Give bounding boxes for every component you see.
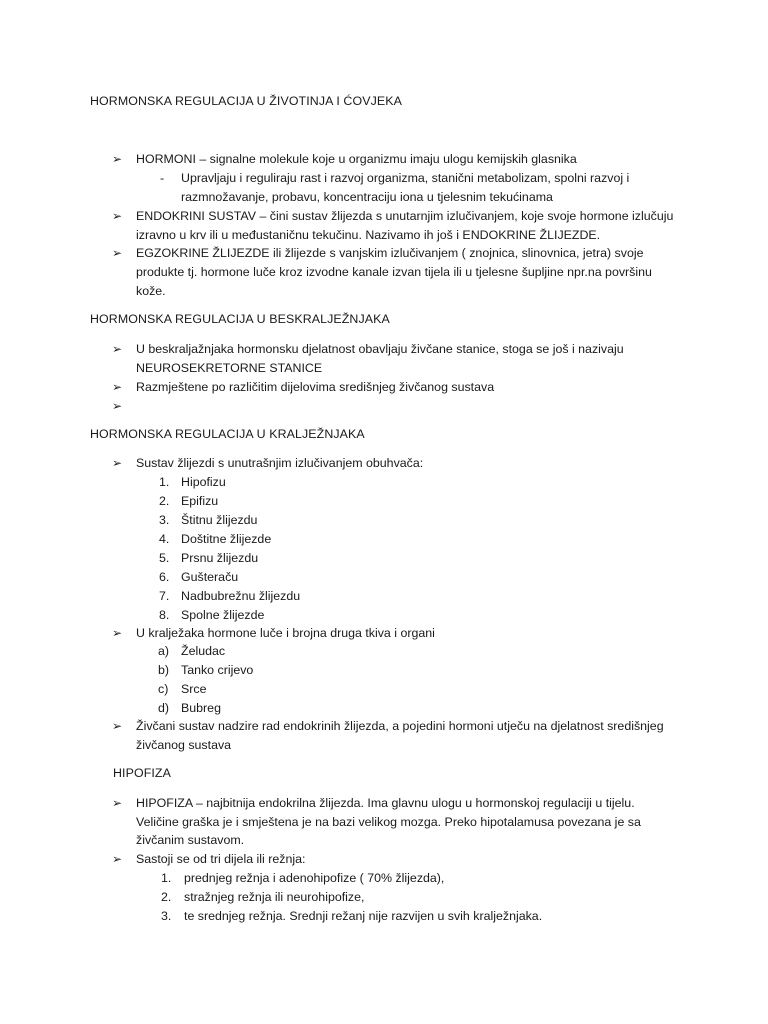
bullet-endokrini-line-1: ENDOKRINI SUSTAV – čini sustav žlijezda s unutarnjim izlučivanjem, koje svoje hormone izlučuju — [136, 209, 674, 223]
bullet-razmjestene: Razmještene po različitim dijelovima središnjeg živčanog sustava — [136, 380, 495, 394]
organ-list-item: Srce — [181, 682, 207, 696]
gland-list-item: Doštitne žlijezde — [181, 532, 272, 546]
part-list-item-number: 1. — [161, 871, 172, 885]
part-list-item: stražnjeg režnja ili neurohipofize, — [184, 890, 365, 904]
part-list-item: te srednjeg režnja. Srednji režanj nije razvijen u svih kralježnjaka. — [184, 909, 543, 923]
sub-item-line-2: razmnožavanje, probavu, koncentraciju iona u tjelesnim tekućinama — [181, 190, 553, 204]
gland-list-item: Hipofizu — [181, 475, 226, 489]
bullet-arrow-icon: ➢ — [112, 719, 123, 733]
bullet-arrow-icon: ➢ — [112, 342, 123, 356]
part-list-item-number: 3. — [161, 909, 172, 923]
organ-list-item: Želudac — [181, 644, 226, 658]
bullet-sustav: Sustav žlijezdi s unutrašnjim izlučivanjem obuhvača: — [136, 456, 424, 470]
bullet-arrow-icon: ➢ — [112, 209, 123, 223]
bullet-egzokrine-line-2: produkte tj. hormone luče kroz izvodne kanale izvan tijela ili u tjelesne šupljine npr.na površinu — [136, 265, 652, 279]
gland-list-item: Spolne žlijezde — [181, 608, 265, 622]
bullet-hipofiza-line-2: Veličine graška je i smještena je na bazi velikog mozga. Preko hipotalamusa povezana je sa — [136, 815, 641, 829]
dash-marker: - — [160, 171, 165, 185]
bullet-egzokrine-line-3: kože. — [136, 284, 166, 298]
gland-list-item-number: 8. — [159, 608, 170, 622]
bullet-beskralj-line-1: U beskraljažnjaka hormonsku djelatnost obavljaju živčane stanice, stoga se još i nazivaju — [136, 342, 624, 356]
part-list-item: prednjeg režnja i adenohipofize ( 70% žlijezda), — [184, 871, 445, 885]
gland-list-item: Prsnu žlijezdu — [181, 551, 259, 565]
bullet-arrow-icon: ➢ — [112, 152, 123, 166]
gland-list-item-number: 3. — [159, 513, 170, 527]
bullet-arrow-icon: ➢ — [112, 399, 123, 413]
gland-list-item-number: 1. — [159, 475, 170, 489]
organ-list-item: Tanko crijevo — [181, 663, 254, 677]
bullet-arrow-icon: ➢ — [112, 456, 123, 470]
sub-item-line-1: Upravljaju i reguliraju rast i razvoj organizma, stanični metabolizam, spolni razvoj i — [181, 171, 630, 185]
part-list-item-number: 2. — [161, 890, 172, 904]
bullet-zivcani-line-1: Živčani sustav nadzire rad endokrinih žlijezda, a pojedini hormoni utječu na djelatnost središnjeg — [136, 719, 664, 733]
bullet-hormoni: HORMONI – signalne molekule koje u organizmu imaju ulogu kemijskih glasnika — [136, 152, 577, 166]
organ-list-item: Bubreg — [181, 701, 221, 715]
gland-list-item: Gušteraču — [181, 570, 239, 584]
section-heading-kralježnjaka: HORMONSKA REGULACIJA U KRALJEŽNJAKA — [90, 427, 365, 441]
gland-list-item: Štitnu žlijezdu — [181, 513, 258, 527]
gland-list-item-number: 7. — [159, 589, 170, 603]
bullet-sastoji: Sastoji se od tri dijela ili režnja: — [136, 852, 306, 866]
section-heading-beskralježnjaka: HORMONSKA REGULACIJA U BESKRALJEŽNJAKA — [90, 312, 390, 326]
gland-list-item: Epifizu — [181, 494, 219, 508]
bullet-zivcani-line-2: živčanog sustava — [136, 738, 232, 752]
document-title: HORMONSKA REGULACIJA U ŽIVOTINJA I ĆOVJEKA — [90, 94, 402, 108]
bullet-arrow-icon: ➢ — [112, 380, 123, 394]
bullet-arrow-icon: ➢ — [112, 626, 123, 640]
bullet-arrow-icon: ➢ — [112, 796, 123, 810]
gland-list-item-number: 6. — [159, 570, 170, 584]
gland-list-item: Nadbubrežnu žlijezdu — [181, 589, 301, 603]
bullet-hipofiza-line-1: HIPOFIZA – najbitnija endokrilna žlijezda. Ima glavnu ulogu u hormonskoj regulaciji u tijelu. — [136, 796, 635, 810]
bullet-arrow-icon: ➢ — [112, 246, 123, 260]
bullet-endokrini-line-2: izravno u krv ili u međustaničnu tekučinu. Nazivamo ih još i ENDOKRINE ŽLIJEZDE. — [136, 228, 601, 242]
organ-list-item-number: d) — [158, 701, 170, 715]
organ-list-item-number: a) — [158, 644, 170, 658]
gland-list-item-number: 2. — [159, 494, 170, 508]
organ-list-item-number: b) — [158, 663, 170, 677]
organ-list-item-number: c) — [158, 682, 169, 696]
gland-list-item-number: 4. — [159, 532, 170, 546]
section-heading-hipofiza: HIPOFIZA — [113, 766, 171, 780]
bullet-arrow-icon: ➢ — [112, 852, 123, 866]
bullet-beskralj-line-2: NEUROSEKRETORNE STANICE — [136, 361, 323, 375]
bullet-hipofiza-line-3: živčanim sustavom. — [136, 833, 245, 847]
bullet-egzokrine-line-1: EGZOKRINE ŽLIJEZDE ili žlijezde s vanjskim izlučivanjem ( znojnica, slinovnica, jetra) svoje — [136, 246, 644, 260]
gland-list-item-number: 5. — [159, 551, 170, 565]
bullet-kralježaka: U kralježaka hormone luče i brojna druga tkiva i organi — [136, 626, 435, 640]
